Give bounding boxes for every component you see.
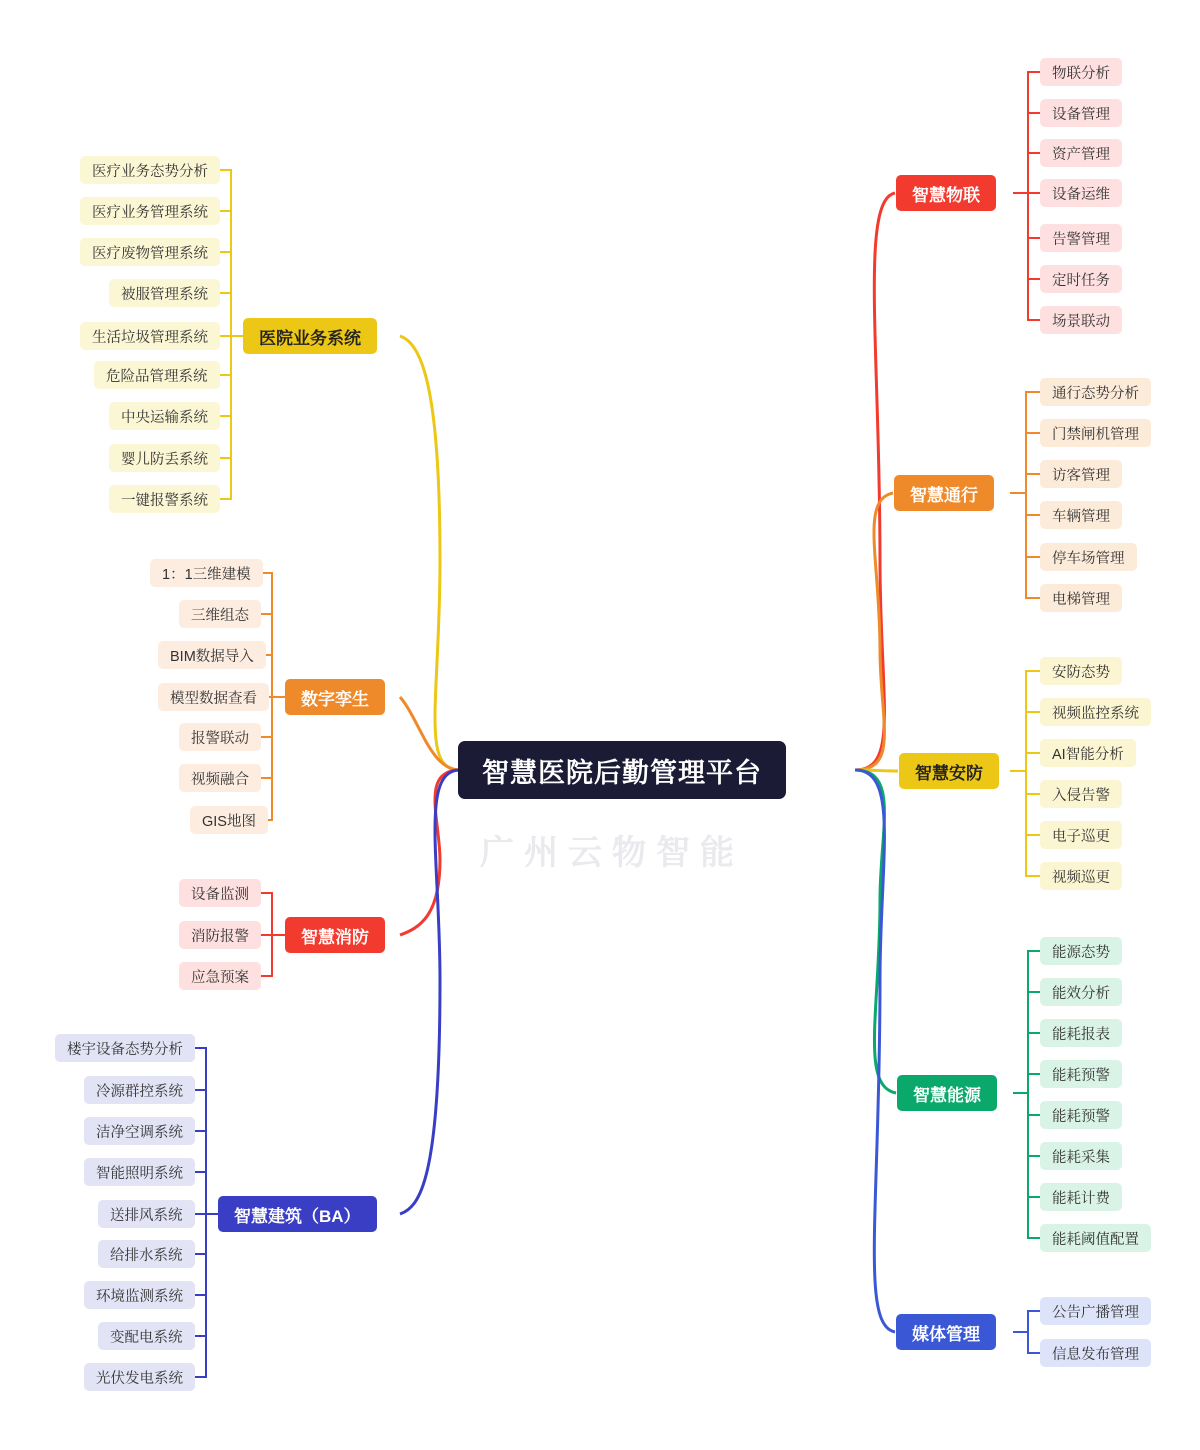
leaf-node[interactable]: 1：1三维建模	[150, 559, 263, 587]
leaf-node[interactable]: 信息发布管理	[1040, 1339, 1151, 1367]
branch-node-security[interactable]: 智慧安防	[899, 753, 999, 789]
leaf-node[interactable]: 消防报警	[179, 921, 261, 949]
leaf-node[interactable]: 资产管理	[1040, 139, 1122, 167]
leaf-node[interactable]: 三维组态	[179, 600, 261, 628]
leaf-node[interactable]: 能耗计费	[1040, 1183, 1122, 1211]
branch-node-iot[interactable]: 智慧物联	[896, 175, 996, 211]
leaf-node[interactable]: BIM数据导入	[158, 641, 266, 669]
branch-node-twin[interactable]: 数字孪生	[285, 679, 385, 715]
leaf-node[interactable]: 给排水系统	[98, 1240, 195, 1268]
leaf-node[interactable]: 医疗废物管理系统	[80, 238, 220, 266]
branch-node-building[interactable]: 智慧建筑（BA）	[218, 1196, 377, 1232]
leaf-node[interactable]: 能耗预警	[1040, 1060, 1122, 1088]
leaf-node[interactable]: 被服管理系统	[109, 279, 220, 307]
leaf-node[interactable]: 定时任务	[1040, 265, 1122, 293]
leaf-node[interactable]: 设备管理	[1040, 99, 1122, 127]
leaf-node[interactable]: 停车场管理	[1040, 543, 1137, 571]
leaf-node[interactable]: 门禁闸机管理	[1040, 419, 1151, 447]
leaf-node[interactable]: 环境监测系统	[84, 1281, 195, 1309]
leaf-node[interactable]: 通行态势分析	[1040, 378, 1151, 406]
leaf-node[interactable]: 中央运输系统	[109, 402, 220, 430]
leaf-node[interactable]: 场景联动	[1040, 306, 1122, 334]
leaf-node[interactable]: 应急预案	[179, 962, 261, 990]
leaf-node[interactable]: 视频监控系统	[1040, 698, 1151, 726]
leaf-node[interactable]: 危险品管理系统	[94, 361, 220, 389]
branch-node-energy[interactable]: 智慧能源	[897, 1075, 997, 1111]
root-node[interactable]: 智慧医院后勤管理平台	[458, 741, 786, 799]
leaf-node[interactable]: 能耗阈值配置	[1040, 1224, 1151, 1252]
leaf-node[interactable]: 设备监测	[179, 879, 261, 907]
leaf-node[interactable]: 安防态势	[1040, 657, 1122, 685]
leaf-node[interactable]: 能耗预警	[1040, 1101, 1122, 1129]
leaf-node[interactable]: 能源态势	[1040, 937, 1122, 965]
leaf-node[interactable]: 变配电系统	[98, 1322, 195, 1350]
leaf-node[interactable]: 婴儿防丢系统	[109, 444, 220, 472]
leaf-node[interactable]: 电子巡更	[1040, 821, 1122, 849]
leaf-node[interactable]: 生活垃圾管理系统	[80, 322, 220, 350]
leaf-node[interactable]: 设备运维	[1040, 179, 1122, 207]
leaf-node[interactable]: 电梯管理	[1040, 584, 1122, 612]
leaf-node[interactable]: 访客管理	[1040, 460, 1122, 488]
branch-node-access[interactable]: 智慧通行	[894, 475, 994, 511]
leaf-node[interactable]: 视频融合	[179, 764, 261, 792]
leaf-node[interactable]: 医疗业务管理系统	[80, 197, 220, 225]
leaf-node[interactable]: 能耗报表	[1040, 1019, 1122, 1047]
leaf-node[interactable]: 医疗业务态势分析	[80, 156, 220, 184]
leaf-node[interactable]: 楼宇设备态势分析	[55, 1034, 195, 1062]
leaf-node[interactable]: 模型数据查看	[158, 683, 269, 711]
leaf-node[interactable]: AI智能分析	[1040, 739, 1136, 767]
leaf-node[interactable]: 智能照明系统	[84, 1158, 195, 1186]
leaf-node[interactable]: 能耗采集	[1040, 1142, 1122, 1170]
leaf-node[interactable]: 车辆管理	[1040, 501, 1122, 529]
leaf-node[interactable]: 能效分析	[1040, 978, 1122, 1006]
leaf-node[interactable]: 冷源群控系统	[84, 1076, 195, 1104]
leaf-node[interactable]: 入侵告警	[1040, 780, 1122, 808]
leaf-node[interactable]: GIS地图	[190, 806, 268, 834]
leaf-node[interactable]: 公告广播管理	[1040, 1297, 1151, 1325]
leaf-node[interactable]: 光伏发电系统	[84, 1363, 195, 1391]
leaf-node[interactable]: 视频巡更	[1040, 862, 1122, 890]
leaf-node[interactable]: 送排风系统	[98, 1200, 195, 1228]
leaf-node[interactable]: 报警联动	[179, 723, 261, 751]
watermark-text: 广州云物智能	[480, 834, 744, 872]
leaf-node[interactable]: 洁净空调系统	[84, 1117, 195, 1145]
leaf-node[interactable]: 告警管理	[1040, 224, 1122, 252]
branch-node-hospital[interactable]: 医院业务系统	[243, 318, 377, 354]
branch-node-fire[interactable]: 智慧消防	[285, 917, 385, 953]
branch-node-media[interactable]: 媒体管理	[896, 1314, 996, 1350]
leaf-node[interactable]: 一键报警系统	[109, 485, 220, 513]
leaf-node[interactable]: 物联分析	[1040, 58, 1122, 86]
